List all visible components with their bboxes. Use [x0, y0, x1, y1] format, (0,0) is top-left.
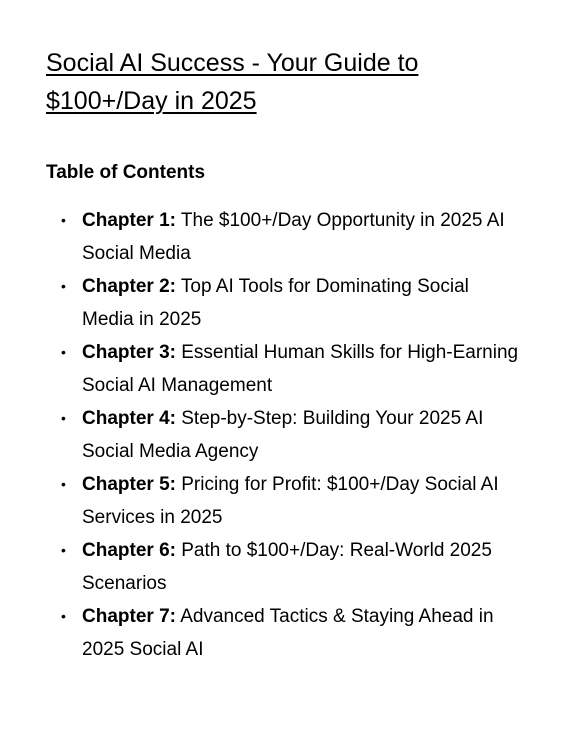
- chapter-title: Advanced Tactics & Staying Ahead in 2025 Social AI: [82, 606, 494, 660]
- bullet-icon: •: [61, 212, 66, 228]
- chapter-title: Essential Human Skills for High-Earning Social AI Management: [82, 342, 519, 396]
- chapter-title: Path to $100+/Day: Real-World 2025 Scenarios: [82, 540, 492, 594]
- chapter-title: The $100+/Day Opportunity in 2025 AI Social Media: [82, 210, 505, 264]
- document-title: Social AI Success - Your Guide to $100+/Day in 2025: [46, 49, 419, 115]
- toc-item-chapter-4: [61, 402, 522, 468]
- toc-heading: Table of Contents: [46, 162, 206, 183]
- bullet-icon: •: [61, 608, 66, 624]
- toc-list: [61, 204, 522, 666]
- chapter-label: Chapter 5:: [82, 474, 176, 495]
- chapter-label: Chapter 2:: [82, 276, 176, 297]
- bullet-icon: •: [61, 410, 66, 426]
- chapter-label: Chapter 6:: [82, 540, 176, 561]
- toc-item-chapter-3: [61, 336, 522, 402]
- chapter-title: Top AI Tools for Dominating Social Media in 2025: [82, 276, 469, 330]
- toc-item-chapter-6: [61, 534, 522, 600]
- chapter-title: Step-by-Step: Building Your 2025 AI Social Media Agency: [82, 408, 484, 462]
- chapter-label: Chapter 3:: [82, 342, 176, 363]
- bullet-icon: •: [61, 278, 66, 294]
- chapter-title: Pricing for Profit: $100+/Day Social AI Services in 2025: [82, 474, 499, 528]
- toc-item-chapter-5: [61, 468, 522, 534]
- chapter-label: Chapter 1:: [82, 210, 176, 231]
- toc-item-chapter-1: [61, 204, 522, 270]
- chapter-label: Chapter 4:: [82, 408, 176, 429]
- chapter-label: Chapter 7:: [82, 606, 176, 627]
- bullet-icon: •: [61, 542, 66, 558]
- toc-item-chapter-7: [61, 600, 522, 666]
- bullet-icon: •: [61, 476, 66, 492]
- bullet-icon: •: [61, 344, 66, 360]
- toc-item-chapter-2: [61, 270, 522, 336]
